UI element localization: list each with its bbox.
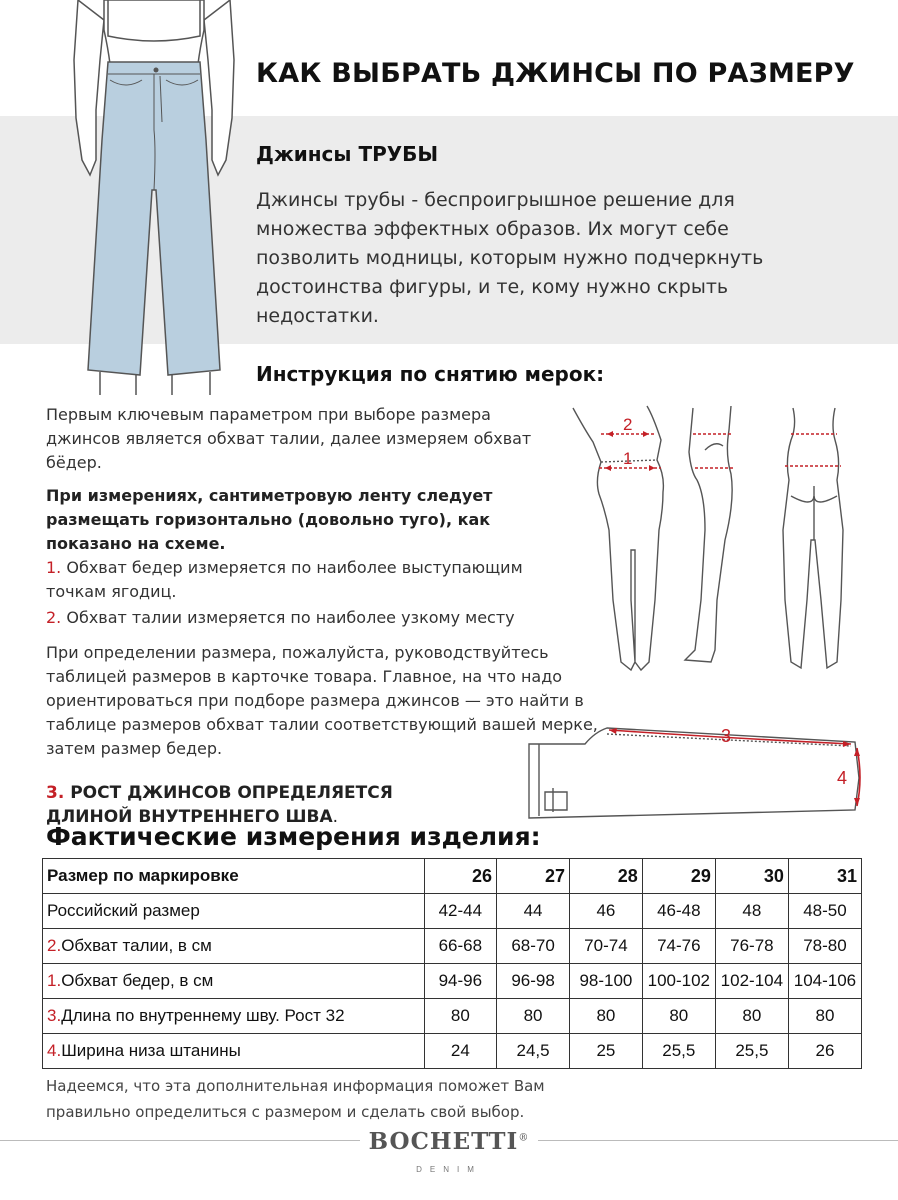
table-header-cell: 31: [788, 859, 861, 894]
table-cell: 48: [715, 894, 788, 929]
step-3-number: 3.: [46, 783, 65, 803]
step-3-text: РОСТ ДЖИНСОВ ОПРЕДЕЛЯЕТСЯ ДЛИНОЙ ВНУТРЕННЕГО ШВА: [46, 783, 393, 827]
table-cell: 25,5: [642, 1034, 715, 1069]
table-cell: 78-80: [788, 929, 861, 964]
instructions-paragraph-2: При измерениях, сантиметровую ленту следует размещать горизонтально (довольно туго), как показано на схеме.: [46, 486, 493, 553]
size-table: [42, 858, 862, 1069]
measure-label-2: 2: [623, 415, 633, 434]
table-cell: 25: [570, 1034, 643, 1069]
row-number: 1.: [47, 971, 62, 990]
registered-mark: ®: [518, 1132, 530, 1144]
table-cell: 94-96: [424, 964, 496, 999]
table-header-cell: 27: [497, 859, 570, 894]
table-header-cell: 30: [715, 859, 788, 894]
page-title: КАК ВЫБРАТЬ ДЖИНСЫ ПО РАЗМЕРУ: [256, 58, 855, 89]
step-3-end: .: [332, 807, 339, 827]
table-row: [43, 1034, 862, 1069]
table-cell: 24: [424, 1034, 496, 1069]
instructions-title: Инструкция по снятию мерок:: [256, 362, 605, 386]
table-cell: 96-98: [497, 964, 570, 999]
table-row: [43, 964, 862, 999]
step-2-number: 2.: [46, 608, 62, 627]
row-label-text: Российский размер: [47, 901, 200, 920]
table-cell: 26: [788, 1034, 861, 1069]
table-cell: 98-100: [570, 964, 643, 999]
row-label: [43, 929, 425, 964]
table-cell: 46: [570, 894, 643, 929]
measure-label-4: 4: [837, 768, 848, 788]
table-cell: 80: [424, 999, 496, 1034]
table-cell: 80: [715, 999, 788, 1034]
brand-subtitle: DENIM: [416, 1165, 482, 1174]
model-jeans-illustration: [60, 0, 250, 395]
row-label: [43, 894, 425, 929]
table-cell: 80: [642, 999, 715, 1034]
table-header-label: Размер по маркировке: [43, 859, 425, 894]
table-cell: 100-102: [642, 964, 715, 999]
instructions-paragraph-5: При определении размера, пожалуйста, руководствуйтесь таблицей размеров в карточке товара. Главное, на что надо ориентироваться при подборе размера джинсов — это найти в таблице размеров обхват талии соответствующий вашей мерке, затем размер бедер.: [46, 643, 598, 758]
brand-name: BOCHETTI: [368, 1128, 519, 1155]
instruction-step-1: [46, 556, 586, 604]
table-cell: 102-104: [715, 964, 788, 999]
row-label: [43, 1034, 425, 1069]
row-label-text: Обхват бедер, в см: [61, 971, 214, 990]
table-header-cell: 29: [642, 859, 715, 894]
step-1-number: 1.: [46, 558, 62, 577]
table-cell: 44: [497, 894, 570, 929]
row-number: 2.: [47, 936, 62, 955]
step-2-text: Обхват талии измеряется по наиболее узкому месту: [61, 608, 515, 627]
product-description: Джинсы трубы - беспроигрышное решение для множества эффектных образов. Их могут себе позволить модницы, которым нужно подчеркнуть достоинства фигуры, и те, кому нужно скрыть недостатки.: [256, 189, 764, 327]
row-number: 3.: [47, 1006, 62, 1025]
instruction-step-2: [46, 606, 586, 630]
table-cell: 76-78: [715, 929, 788, 964]
table-cell: 42-44: [424, 894, 496, 929]
table-header-cell: 28: [570, 859, 643, 894]
row-label: [43, 964, 425, 999]
closing-note: Надеемся, что эта дополнительная информация поможет Вам правильно определиться с размером и сделать свой выбор.: [46, 1077, 545, 1121]
table-row: [43, 894, 862, 929]
row-number: 4.: [47, 1041, 62, 1060]
brand-logo: [0, 1128, 898, 1155]
step-1-text: Обхват бедер измеряется по наиболее выступающим точкам ягодиц.: [46, 558, 523, 601]
row-label: [43, 999, 425, 1034]
table-row: [43, 929, 862, 964]
measure-label-1: 1: [623, 449, 633, 468]
table-cell: 66-68: [424, 929, 496, 964]
jeans-length-diagram: [525, 722, 870, 822]
table-cell: 70-74: [570, 929, 643, 964]
table-cell: 25,5: [715, 1034, 788, 1069]
product-subtitle: Джинсы ТРУБЫ: [256, 142, 439, 166]
row-label-text: Обхват талии, в см: [61, 936, 212, 955]
body-measurement-diagram: [565, 400, 865, 678]
table-cell: 80: [788, 999, 861, 1034]
table-cell: 24,5: [497, 1034, 570, 1069]
table-cell: 48-50: [788, 894, 861, 929]
table-cell: 80: [570, 999, 643, 1034]
table-row: [43, 999, 862, 1034]
table-header-row: [43, 859, 862, 894]
facts-title: Фактические измерения изделия:: [46, 822, 541, 851]
row-label-text: Ширина низа штанины: [61, 1041, 241, 1060]
measure-label-3: 3: [721, 726, 732, 746]
instructions-paragraph-1: Первым ключевым параметром при выборе размера джинсов является обхват талии, далее измеряем обхват бёдер.: [46, 405, 532, 472]
table-cell: 80: [497, 999, 570, 1034]
table-cell: 68-70: [497, 929, 570, 964]
table-cell: 104-106: [788, 964, 861, 999]
table-cell: 46-48: [642, 894, 715, 929]
table-header-cell: 26: [424, 859, 496, 894]
row-label-text: Длина по внутреннему шву. Рост 32: [61, 1006, 345, 1025]
table-cell: 74-76: [642, 929, 715, 964]
